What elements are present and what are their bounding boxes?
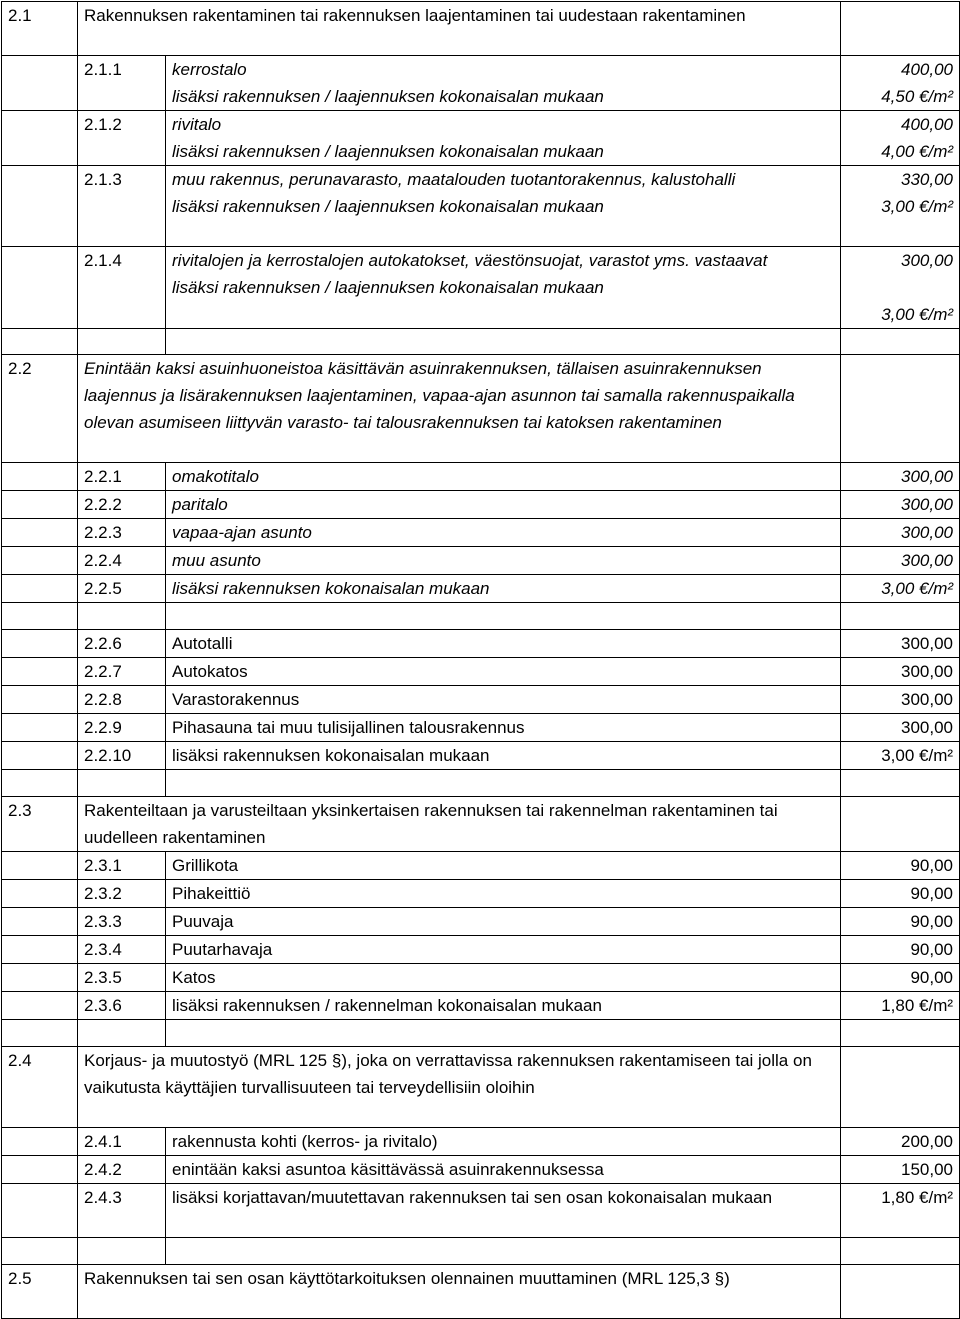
item-price: 3,00 €/m²	[841, 575, 960, 603]
item-code: 2.4.3	[78, 1184, 166, 1238]
item-price: 300,00	[841, 658, 960, 686]
item-code: 2.3.5	[78, 964, 166, 992]
section-title: Korjaus- ja muutostyö (MRL 125 §), joka on verrattavissa rakennuksen rakentamiseen tai jolla on vaikutusta käyttäjien turvallisuuteen tai terveydellisiin oloihin	[78, 1047, 841, 1128]
table-row	[2, 519, 960, 547]
table-row	[2, 491, 960, 519]
spacer-row	[2, 1020, 960, 1047]
item-price: 150,00	[841, 1156, 960, 1184]
item-label: lisäksi rakennuksen / rakennelman kokonaisalan mukaan	[166, 992, 841, 1020]
table-row	[2, 992, 960, 1020]
spacer-row	[2, 1238, 960, 1265]
section-code: 2.4	[2, 1047, 78, 1128]
item-label: omakotitalo	[166, 463, 841, 491]
table-row	[2, 166, 960, 247]
item-code: 2.1.1	[78, 56, 166, 111]
section-code: 2.1	[2, 2, 78, 56]
table-row	[2, 880, 960, 908]
item-price: 400,00 4,00 €/m²	[841, 111, 960, 166]
spacer-row	[2, 329, 960, 355]
table-row	[2, 630, 960, 658]
item-code: 2.1.3	[78, 166, 166, 247]
item-price: 90,00	[841, 936, 960, 964]
item-code: 2.2.3	[78, 519, 166, 547]
item-label: paritalo	[166, 491, 841, 519]
item-label: Autotalli	[166, 630, 841, 658]
item-label: Puutarhavaja	[166, 936, 841, 964]
table-row	[2, 56, 960, 111]
table-row	[2, 908, 960, 936]
table-row	[2, 686, 960, 714]
item-code: 2.2.6	[78, 630, 166, 658]
item-price: 300,00	[841, 630, 960, 658]
section-title: Rakennuksen rakentaminen tai rakennuksen laajentaminen tai uudestaan rakentaminen	[78, 2, 841, 56]
item-label: rivitalo lisäksi rakennuksen / laajennuksen kokonaisalan mukaan	[166, 111, 841, 166]
item-code: 2.4.1	[78, 1128, 166, 1156]
table-row	[2, 111, 960, 166]
item-code: 2.2.1	[78, 463, 166, 491]
item-code: 2.2.7	[78, 658, 166, 686]
section-row	[2, 1047, 960, 1128]
item-price: 300,00	[841, 463, 960, 491]
table-row	[2, 247, 960, 329]
item-price: 3,00 €/m²	[841, 742, 960, 770]
table-row	[2, 714, 960, 742]
item-code: 2.1.2	[78, 111, 166, 166]
item-label: Pihakeittiö	[166, 880, 841, 908]
table-row	[2, 1184, 960, 1238]
item-price: 90,00	[841, 880, 960, 908]
table-row	[2, 547, 960, 575]
item-label: rakennusta kohti (kerros- ja rivitalo)	[166, 1128, 841, 1156]
spacer-row	[2, 603, 960, 630]
spacer-row	[2, 770, 960, 797]
table-row	[2, 463, 960, 491]
item-code: 2.3.6	[78, 992, 166, 1020]
section-row	[2, 1265, 960, 1319]
item-code: 2.2.4	[78, 547, 166, 575]
item-price: 400,00 4,50 €/m²	[841, 56, 960, 111]
section-row	[2, 2, 960, 56]
section-code: 2.5	[2, 1265, 78, 1319]
section-row	[2, 355, 960, 463]
item-code: 2.3.3	[78, 908, 166, 936]
item-price: 1,80 €/m²	[841, 1184, 960, 1238]
table-row	[2, 658, 960, 686]
item-code: 2.3.2	[78, 880, 166, 908]
table-row	[2, 575, 960, 603]
table-row	[2, 852, 960, 880]
item-label: Autokatos	[166, 658, 841, 686]
section-title: Rakenteiltaan ja varusteiltaan yksinkertaisen rakennuksen tai rakennelman rakentaminen tai uudelleen rakentaminen	[78, 797, 841, 852]
item-label: Katos	[166, 964, 841, 992]
item-label: muu rakennus, perunavarasto, maatalouden tuotantorakennus, kalustohalli lisäksi rakennuksen / laajennuksen kokonaisalan mukaan	[166, 166, 841, 247]
item-price: 300,00	[841, 491, 960, 519]
item-label: rivitalojen ja kerrostalojen autokatokset, väestönsuojat, varastot yms. vastaavat lisäksi rakennuksen / laajennuksen kokonaisalan mukaan	[166, 247, 841, 329]
section-row	[2, 797, 960, 852]
item-price: 330,00 3,00 €/m²	[841, 166, 960, 247]
section-code: 2.2	[2, 355, 78, 463]
section-code: 2.3	[2, 797, 78, 852]
item-code: 2.3.4	[78, 936, 166, 964]
table-row	[2, 936, 960, 964]
item-code: 2.2.2	[78, 491, 166, 519]
item-label: muu asunto	[166, 547, 841, 575]
item-code: 2.2.5	[78, 575, 166, 603]
item-code: 2.1.4	[78, 247, 166, 329]
item-price: 300,00	[841, 714, 960, 742]
item-label: Grillikota	[166, 852, 841, 880]
table-row	[2, 1128, 960, 1156]
table-row	[2, 742, 960, 770]
section-title: Rakennuksen tai sen osan käyttötarkoituksen olennainen muuttaminen (MRL 125,3 §)	[78, 1265, 841, 1319]
item-label: Pihasauna tai muu tulisijallinen talousrakennus	[166, 714, 841, 742]
item-label: lisäksi korjattavan/muutettavan rakennuksen tai sen osan kokonaisalan mukaan	[166, 1184, 841, 1238]
table-row	[2, 1156, 960, 1184]
item-price: 300,00	[841, 547, 960, 575]
item-price: 90,00	[841, 964, 960, 992]
item-code: 2.3.1	[78, 852, 166, 880]
item-price: 90,00	[841, 852, 960, 880]
item-label: enintään kaksi asuntoa käsittävässä asuinrakennuksessa	[166, 1156, 841, 1184]
item-code: 2.2.8	[78, 686, 166, 714]
item-label: vapaa-ajan asunto	[166, 519, 841, 547]
item-price: 200,00	[841, 1128, 960, 1156]
item-code: 2.4.2	[78, 1156, 166, 1184]
item-label: Varastorakennus	[166, 686, 841, 714]
item-price: 1,80 €/m²	[841, 992, 960, 1020]
item-price: 300,00 3,00 €/m²	[841, 247, 960, 329]
table-row	[2, 964, 960, 992]
item-label: lisäksi rakennuksen kokonaisalan mukaan	[166, 575, 841, 603]
item-price: 300,00	[841, 686, 960, 714]
item-code: 2.2.10	[78, 742, 166, 770]
item-label: Puuvaja	[166, 908, 841, 936]
item-label: kerrostalo lisäksi rakennuksen / laajennuksen kokonaisalan mukaan	[166, 56, 841, 111]
section-title: Enintään kaksi asuinhuoneistoa käsittävän asuinrakennuksen, tällaisen asuinrakennuksen laajennus ja lisärakennuksen laajentaminen, vapaa-ajan asunnon tai samalla rakennuspaikalla olevan asumiseen liittyvän varasto- tai talousrakennuksen tai katoksen rakentaminen	[78, 355, 841, 463]
item-price: 90,00	[841, 908, 960, 936]
item-price: 300,00	[841, 519, 960, 547]
fee-table	[1, 1, 960, 1319]
item-label: lisäksi rakennuksen kokonaisalan mukaan	[166, 742, 841, 770]
item-code: 2.2.9	[78, 714, 166, 742]
